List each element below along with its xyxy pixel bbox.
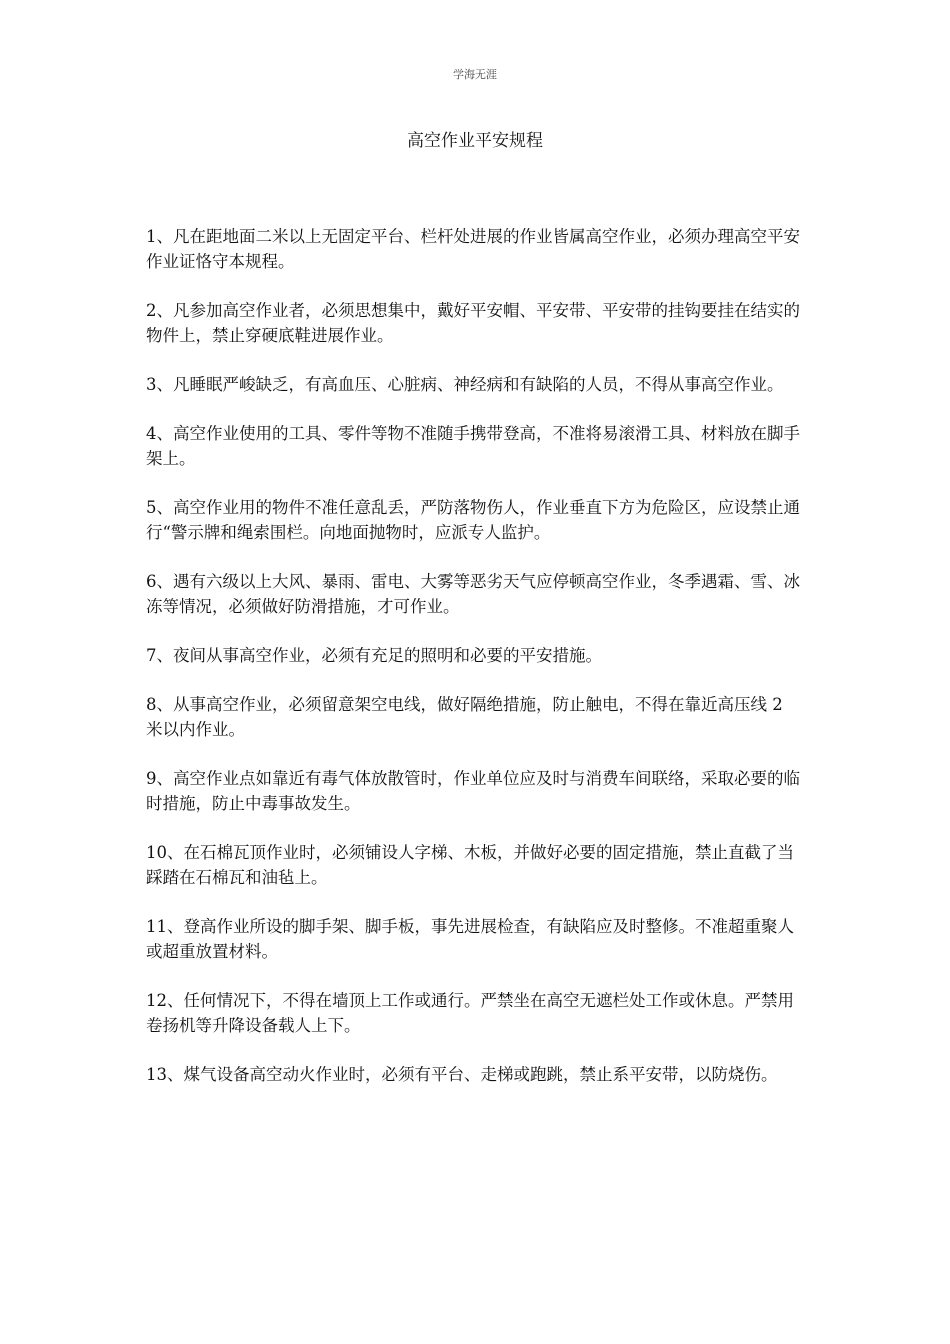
rule-item: 11、登高作业所设的脚手架、脚手板，事先进展检查，有缺陷应及时整修。不准超重聚人或超重放置材料。: [146, 917, 794, 961]
rule-item: 10、在石棉瓦顶作业时，必须铺设人字梯、木板，并做好必要的固定措施，禁止直截了当踩踏在石棉瓦和油毡上。: [146, 843, 794, 887]
rule-item: 4、高空作业使用的工具、零件等物不准随手携带登高，不准将易滚滑工具、材料放在脚手架上。: [146, 424, 800, 468]
rule-item: 6、遇有六级以上大风、暴雨、雷电、大雾等恶劣天气应停顿高空作业，冬季遇霜、雪、冰冻等情况，必须做好防滑措施，才可作业。: [146, 572, 800, 616]
rule-item: 3、凡睡眠严峻缺乏，有高血压、心脏病、神经病和有缺陷的人员，不得从事高空作业。: [146, 375, 784, 394]
rule-item: 2、凡参加高空作业者，必须思想集中，戴好平安帽、平安带、平安带的挂钩要挂在结实的物件上，禁止穿硬底鞋进展作业。: [146, 301, 800, 345]
rule-item: 1、凡在距地面二米以上无固定平台、栏杆处进展的作业皆属高空作业，必须办理高空平安作业证恪守本规程。: [146, 227, 800, 271]
header-note: 学海无涯: [453, 68, 497, 81]
rule-item: 13、煤气设备高空动火作业时，必须有平台、走梯或跑跳，禁止系平安带，以防烧伤。: [146, 1065, 778, 1084]
page-title: 高空作业平安规程: [407, 131, 543, 151]
rules-list: [146, 224, 802, 1111]
rule-item: 9、高空作业点如靠近有毒气体放散管时，作业单位应及时与消费车间联络，采取必要的临时措施，防止中毒事故发生。: [146, 769, 800, 813]
rule-item: 7、夜间从事高空作业，必须有充足的照明和必要的平安措施。: [146, 646, 602, 665]
rule-item: 8、从事高空作业，必须留意架空电线，做好隔绝措施，防止触电，不得在靠近高压线 2 米以内作业。: [146, 695, 783, 739]
rule-item: 12、任何情况下，不得在墙顶上工作或通行。严禁坐在高空无遮栏处工作或休息。严禁用卷扬机等升降设备载人上下。: [146, 991, 794, 1035]
rule-item: 5、高空作业用的物件不准任意乱丢，严防落物伤人，作业垂直下方为危险区，应设禁止通行“警示牌和绳索围栏。向地面抛物时，应派专人监护。: [146, 498, 800, 542]
